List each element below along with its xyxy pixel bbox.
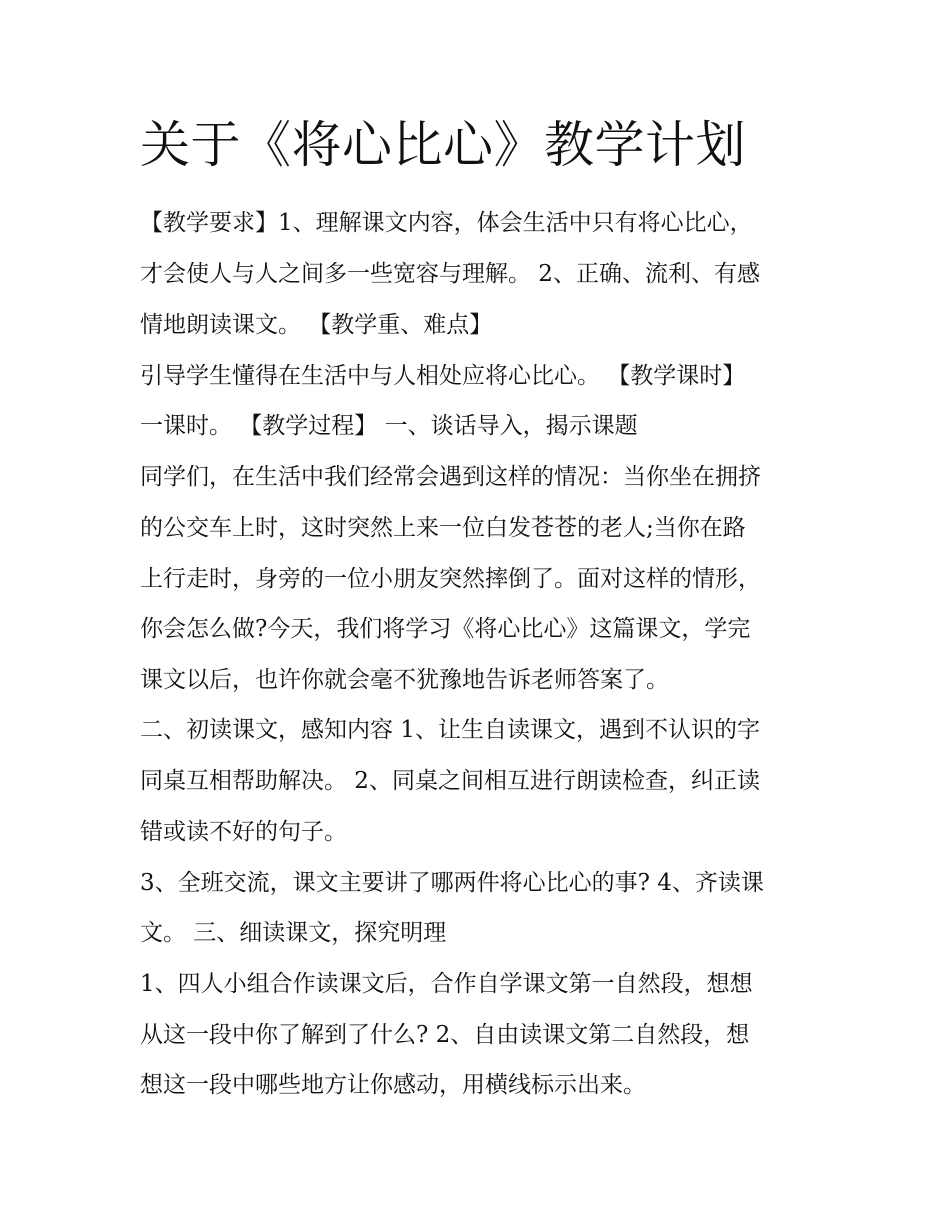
text-line: 情地朗读课文。 【教学重、难点】: [140, 312, 493, 338]
text-line: 一课时。 【教学过程】 一、谈话导入，揭示课题: [140, 413, 638, 439]
text-line: 的公交车上时，这时突然上来一位白发苍苍的老人;当你在路: [140, 515, 746, 541]
text-line: 同桌互相帮助解决。 2、同桌之间相互进行朗读检查，纠正读: [140, 768, 760, 794]
text-line: 同学们，在生活中我们经常会遇到这样的情况：当你坐在拥挤: [140, 464, 761, 490]
text-line: 【教学要求】1、理解课文内容，体会生活中只有将心比心，: [140, 210, 753, 236]
text-line: 你会怎么做?今天，我们将学习《将心比心》这篇课文，学完: [140, 616, 751, 642]
text-line: 从这一段中你了解到了什么? 2、自由读课文第二自然段，想: [140, 1022, 750, 1048]
text-line: 引导学生懂得在生活中与人相处应将心比心。 【教学课时】: [140, 363, 746, 389]
text-line: 文。 三、细读课文，探究明理: [140, 920, 447, 946]
text-line: 3、全班交流，课文主要讲了哪两件将心比心的事? 4、齐读课: [140, 870, 764, 896]
text-line: 课文以后，也许你就会毫不犹豫地告诉老师答案了。: [140, 667, 669, 693]
text-line: 想这一段中哪些地方让你感动，用横线标示出来。: [140, 1072, 646, 1098]
text-line: 1、四人小组合作读课文后，合作自学课文第一自然段，想想: [140, 971, 753, 997]
text-line: 二、初读课文，感知内容 1、让生自读课文，遇到不认识的字: [140, 717, 760, 743]
text-line: 错或读不好的句子。: [140, 819, 347, 845]
text-line: 才会使人与人之间多一些宽容与理解。 2、正确、流利、有感: [140, 261, 760, 287]
text-line: 上行走时，身旁的一位小朋友突然摔倒了。面对这样的情形，: [140, 566, 761, 592]
document-title: 关于《将心比心》教学计划: [140, 116, 746, 174]
